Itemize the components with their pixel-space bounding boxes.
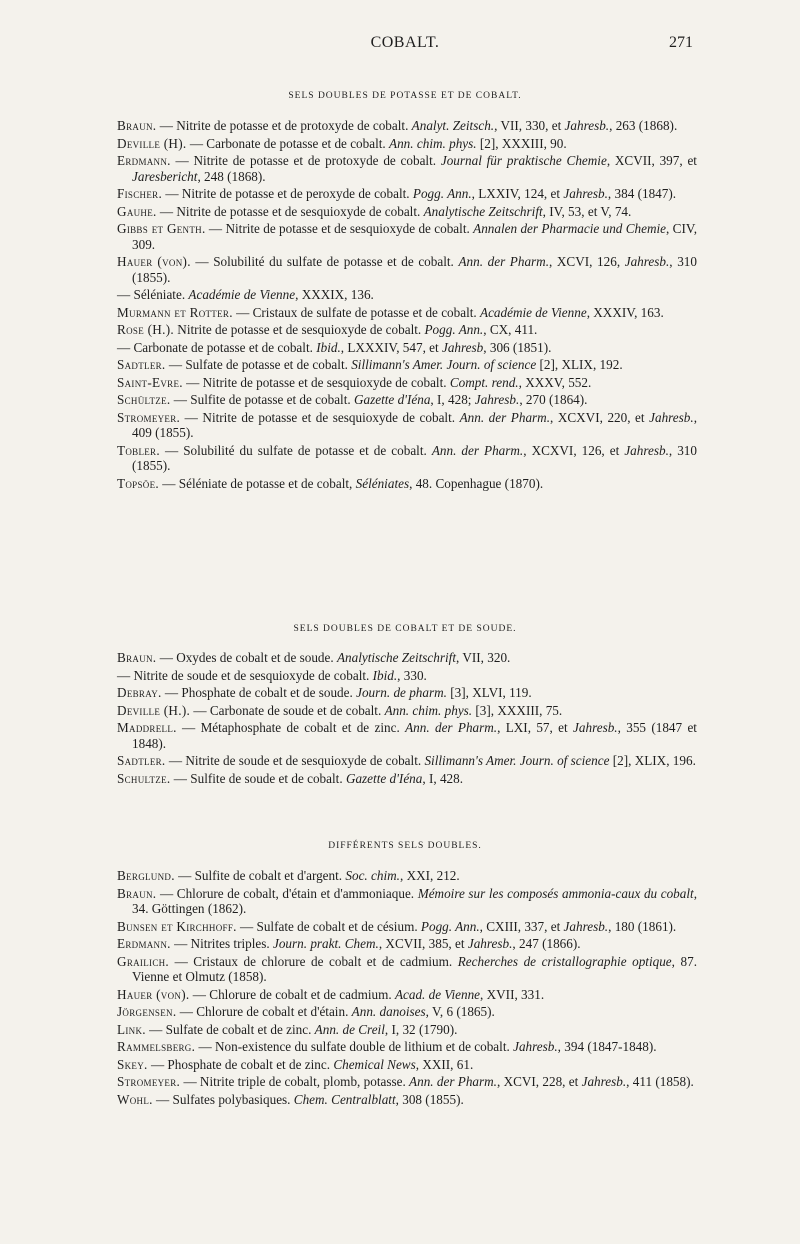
entry-reference: , CX, 411. <box>483 322 538 337</box>
entry-text: — Chlorure de cobalt et d'étain. <box>176 1004 352 1019</box>
entry-source: Sillimann's Amer. Journ. of science <box>351 357 537 372</box>
entry-source: Ann. der Pharm. <box>459 409 550 425</box>
entry-author: Wohl. <box>117 1091 153 1107</box>
entry-source: Ibid. <box>372 667 398 683</box>
entry-source: Mémoire sur les composés ammonia-caux du cobalt <box>417 885 694 901</box>
entry-reference: , XXXIX, 136. <box>295 287 374 302</box>
entry-reference: , I, 428. <box>422 770 464 786</box>
entry-reference: [2], XXXIII, 90. <box>476 135 567 151</box>
bibliography-entry <box>117 1004 697 1020</box>
entry-source: Ann. der Pharm. <box>409 1074 497 1089</box>
entry-source: Pogg. Ann. <box>424 322 484 337</box>
entry-source: Séléniates <box>355 475 410 491</box>
entry-source: Pogg. Ann. <box>412 186 472 201</box>
entry-source-secondary: Jahresb. <box>649 409 694 425</box>
entry-author: Maddrell. <box>117 720 177 735</box>
entry-author: Bunsen et Kirchhoff. <box>117 918 237 934</box>
entry-text: — Séléniate de potasse et de cobalt, <box>158 475 356 491</box>
bibliography-entry <box>117 322 697 338</box>
entry-reference: , XCVII, 385, et <box>378 936 468 951</box>
entry-source-secondary: Jahresb. <box>467 936 513 951</box>
bibliography-entry <box>117 954 697 985</box>
section-heading-potasse: SELS DOUBLES DE POTASSE ET DE COBALT. <box>288 91 522 101</box>
bibliography-entry <box>117 936 697 952</box>
entry-text: — Nitrite de potasse et de peroxyde de cobalt. <box>162 186 413 201</box>
entry-author: Murmann et Rotter. <box>117 304 233 320</box>
entry-author: Link. <box>117 1021 146 1037</box>
entry-reference: [2], XLIX, 192. <box>536 357 623 372</box>
entry-reference: , IV, 53, et V, 74. <box>542 203 632 219</box>
section-differents-entries <box>117 868 697 1109</box>
entry-source: Journ. de pharm. <box>356 685 447 700</box>
entry-source: Chemical News <box>333 1056 416 1072</box>
entry-source: Sillimann's Amer. Journ. of science <box>424 753 610 768</box>
entry-reference: , CIV, 309. <box>132 221 697 252</box>
entry-reference: , I, 428; <box>430 392 475 407</box>
entry-reference: , 330. <box>397 667 427 683</box>
entry-reference: , VII, 330, et <box>494 118 565 133</box>
entry-text: — Nitrites triples. <box>170 936 273 951</box>
entry-source: Gazette d'Iéna <box>345 770 423 786</box>
entry-source: Ann. der Pharm. <box>405 720 498 735</box>
entry-source: Journal für praktische Chemie <box>440 153 607 168</box>
entry-author: Schültze. <box>117 392 171 407</box>
entry-author: Hauer (von). <box>117 254 191 269</box>
entry-source: Compt. rend. <box>449 374 519 390</box>
entry-text: — Nitrite de soude et de sesquioxyde de cobalt. <box>117 667 373 683</box>
entry-reference: , 48. Copenhague (1870). <box>409 475 544 491</box>
entry-source: Pogg. Ann. <box>420 918 480 934</box>
entry-reference: , VII, 320. <box>456 650 511 665</box>
running-header <box>117 34 693 54</box>
entry-author: Rose (H.). <box>117 322 174 337</box>
entry-source-secondary: Jahresb. <box>624 442 669 458</box>
bibliography-entry <box>117 375 697 391</box>
bibliography-entry <box>117 476 697 492</box>
bibliography-entry <box>117 987 697 1003</box>
entry-text: Nitrite de potasse et de sesquioxyde de cobalt. <box>174 322 425 337</box>
entry-reference: , LXI, 57, et <box>497 720 574 735</box>
bibliography-entry <box>117 720 697 751</box>
entry-author: Jörgensen. <box>117 1004 177 1019</box>
entry-text: — Carbonate de soude et de cobalt. <box>190 702 385 718</box>
section-heading-differents: DIFFÉRENTS SELS DOUBLES. <box>328 841 482 851</box>
entry-reference-secondary: , 306 (1851). <box>483 339 552 355</box>
entry-author: Skey. <box>117 1056 148 1072</box>
entry-reference-secondary: , 248 (1868). <box>197 168 266 184</box>
entry-author: Hauer (von). <box>117 986 190 1002</box>
bibliography-entry <box>117 1057 697 1073</box>
entry-reference: , 34. Göttingen (1862). <box>132 885 697 916</box>
bibliography-entry <box>117 703 697 719</box>
bibliography-entry <box>117 650 697 666</box>
entry-reference: [3], XXXIII, 75. <box>472 702 563 718</box>
entry-author: Braun. <box>117 885 157 901</box>
bibliography-entry <box>117 136 697 152</box>
entry-reference: , XXI, 212. <box>399 868 460 883</box>
bibliography-entry <box>117 886 697 917</box>
section-heading-soude: SELS DOUBLES DE COBALT ET DE SOUDE. <box>293 624 517 634</box>
entry-author: Topsöe. <box>117 475 159 491</box>
entry-author: Saint-Evre. <box>117 374 183 390</box>
entry-text: — Cristaux de chlorure de cobalt et de cadmium. <box>169 953 458 969</box>
entry-reference: , XXXV, 552. <box>518 374 592 390</box>
entry-source-secondary: Jahresb. <box>573 720 618 735</box>
entry-text: — Nitrite de potasse et de sesquioxyde de cobalt. <box>156 203 424 219</box>
entry-text: — Solubilité du sulfate de potasse et de cobalt. <box>159 442 432 458</box>
bibliography-entry <box>117 868 697 884</box>
entry-text: — Sulfate de cobalt et de zinc. <box>145 1021 315 1037</box>
bibliography-entry <box>117 254 697 285</box>
entry-reference-secondary: , 247 (1866). <box>512 936 581 951</box>
entry-author: Rammelsberg. <box>117 1039 196 1054</box>
entry-text: — Non-existence du sulfate double de lithium et de cobalt. <box>195 1039 514 1054</box>
bibliography-entry <box>117 685 697 701</box>
entry-source: Ann. chim. phys. <box>384 702 473 718</box>
entry-author: Tobler. <box>117 442 160 458</box>
bibliography-entry <box>117 340 697 356</box>
bibliography-entry <box>117 1092 697 1108</box>
entry-reference-secondary: , 180 (1861). <box>608 918 677 934</box>
entry-text: — Phosphate de cobalt et de zinc. <box>147 1056 334 1072</box>
entry-source-secondary: Jahresb. <box>563 918 609 934</box>
entry-source: Ann. chim. phys. <box>389 135 477 151</box>
entry-text: — Nitrite de potasse et de sesquioxyde de cobalt. <box>205 221 474 236</box>
entry-author: Debray. <box>117 685 162 700</box>
entry-text: — Sulfate de cobalt et de césium. <box>236 918 421 934</box>
entry-text: — Cristaux de sulfate de potasse et de cobalt. <box>232 304 481 320</box>
entry-author: Gauhe. <box>117 203 157 219</box>
entry-reference: , XXII, 61. <box>415 1056 474 1072</box>
entry-author: Gibbs et Genth. <box>117 221 206 236</box>
entry-text: — Chlorure de cobalt et de cadmium. <box>189 986 395 1002</box>
entry-reference: , XCXVI, 126, et <box>523 442 625 458</box>
entry-reference: , 87. Vienne et Olmutz (1858). <box>132 953 697 984</box>
entry-text: — Sulfite de potasse et de cobalt. <box>170 392 354 407</box>
entry-source: Académie de Vienne <box>480 304 587 320</box>
entry-author: Braun. <box>117 118 157 133</box>
entry-source-secondary: Jahresb. <box>563 186 608 201</box>
entry-text: — Nitrite de potasse et de protoxyde de cobalt. <box>170 153 441 168</box>
bibliography-entry <box>117 753 697 769</box>
entry-source-secondary: Jahresb <box>441 339 484 355</box>
entry-author: Sadtler. <box>117 357 166 372</box>
entry-text: — Nitrite de potasse et de sesquioxyde de cobalt. <box>180 409 460 425</box>
entry-reference-secondary: , 409 (1855). <box>132 409 697 440</box>
entry-reference: , 308 (1855). <box>395 1091 464 1107</box>
entry-text: — Nitrite de soude et de sesquioxyde de cobalt. <box>165 753 425 768</box>
entry-reference: , CXIII, 337, et <box>479 918 564 934</box>
entry-author: Berglund. <box>117 868 175 883</box>
bibliography-entry <box>117 118 697 134</box>
entry-text: — Phosphate de cobalt et de soude. <box>161 685 357 700</box>
bibliography-entry <box>117 186 697 202</box>
bibliography-entry <box>117 153 697 184</box>
page-title: COBALT. <box>370 34 440 51</box>
entry-text: — Métaphosphate de cobalt et de zinc. <box>176 720 406 735</box>
entry-reference-secondary: , 270 (1864). <box>519 392 588 407</box>
entry-author: Stromeyer. <box>117 409 181 425</box>
entry-source: Ann. danoises <box>351 1004 426 1019</box>
entry-text: — Solubilité du sulfate de potasse et de cobalt. <box>190 254 459 269</box>
entry-reference-secondary: , 310 (1855). <box>132 442 697 473</box>
section-soude-entries <box>117 650 697 788</box>
entry-source: Analytische Zeitschrift <box>336 650 457 665</box>
entry-author: Erdmann. <box>117 936 171 951</box>
bibliography-entry <box>117 305 697 321</box>
entry-text: — Carbonate de potasse et de cobalt. <box>186 135 390 151</box>
entry-reference: [2], XLIX, 196. <box>609 753 696 768</box>
entry-source: Ann. de Creil <box>314 1021 385 1037</box>
bibliography-entry <box>117 287 697 303</box>
bibliography-entry <box>117 668 697 684</box>
entry-source: Analyt. Zeitsch. <box>411 118 495 133</box>
entry-source: Ann. der Pharm. <box>458 254 549 269</box>
entry-text: — Sulfite de soude et de cobalt. <box>170 770 346 786</box>
entry-source: Ann. der Pharm. <box>431 442 524 458</box>
entry-author: Erdmann. <box>117 153 171 168</box>
bibliography-entry <box>117 410 697 441</box>
entry-source-secondary: Jahresb. <box>564 118 610 133</box>
entry-reference-secondary: , 411 (1858). <box>626 1074 694 1089</box>
entry-source: Jahresb. <box>513 1039 558 1054</box>
entry-author: Sadtler. <box>117 753 166 768</box>
entry-reference: , LXXXIV, 547, et <box>340 339 442 355</box>
entry-reference: [3], XLVI, 119. <box>446 685 532 700</box>
entry-source-secondary: Jaresbericht <box>132 168 198 184</box>
entry-source: Ibid. <box>316 339 341 355</box>
page-number: 271 <box>669 34 693 51</box>
entry-reference: , I, 32 (1790). <box>384 1021 458 1037</box>
entry-reference: , XCVII, 397, et <box>606 153 697 168</box>
entry-source: Gazette d'Iéna <box>353 392 431 407</box>
entry-text: — Oxydes de cobalt et de soude. <box>156 650 337 665</box>
bibliography-entry <box>117 1074 697 1090</box>
entry-reference: , LXXIV, 124, et <box>471 186 564 201</box>
entry-source: Journ. prakt. Chem. <box>272 936 379 951</box>
entry-reference: , 394 (1847-1848). <box>557 1039 657 1054</box>
entry-source: Chem. Centralblatt <box>293 1091 396 1107</box>
entry-author: Deville (H.). <box>117 702 191 718</box>
entry-text: — Chlorure de cobalt, d'étain et d'ammoniaque. <box>156 885 418 901</box>
entry-reference-secondary: , 310 (1855). <box>132 254 697 285</box>
entry-source: Académie de Vienne <box>188 287 296 302</box>
entry-author: Stromeyer. <box>117 1074 181 1089</box>
entry-reference: , XCXVI, 220, et <box>550 409 650 425</box>
entry-source-secondary: Jahresb. <box>474 392 520 407</box>
bibliography-entry <box>117 443 697 474</box>
bibliography-entry <box>117 1022 697 1038</box>
entry-reference: , XVII, 331. <box>480 986 545 1002</box>
entry-text: — Sulfate de potasse et de cobalt. <box>165 357 352 372</box>
entry-author: Schultze. <box>117 770 171 786</box>
bibliography-entry <box>117 1039 697 1055</box>
bibliography-entry <box>117 204 697 220</box>
entry-text: — Sulfates polybasiques. <box>152 1091 294 1107</box>
bibliography-entry <box>117 357 697 373</box>
entry-source: Annalen der Pharmacie und Chemie <box>473 221 667 236</box>
entry-source: Analytische Zeitschrift <box>423 203 543 219</box>
entry-author: Deville (H). <box>117 135 187 151</box>
entry-text: — Nitrite triple de cobalt, plomb, potasse. <box>180 1074 410 1089</box>
entry-source-secondary: Jahresb. <box>581 1074 627 1089</box>
entry-source: Recherches de cristallographie optique <box>457 953 672 969</box>
entry-reference: , V, 6 (1865). <box>425 1004 495 1019</box>
bibliography-entry <box>117 392 697 408</box>
entry-text: — Séléniate. <box>117 287 189 302</box>
entry-reference: , XCVI, 228, et <box>496 1074 582 1089</box>
entry-text: — Nitrite de potasse et de protoxyde de cobalt. <box>156 118 412 133</box>
entry-text: — Nitrite de potasse et de sesquioxyde de cobalt. <box>182 374 450 390</box>
entry-reference: , XXXIV, 163. <box>586 304 664 320</box>
entry-reference-secondary: , 384 (1847). <box>607 186 677 201</box>
entry-source: Acad. de Vienne <box>394 986 481 1002</box>
entry-source-secondary: Jahresb. <box>624 254 670 269</box>
bibliography-entry <box>117 221 697 252</box>
entry-source: Soc. chim. <box>345 868 400 883</box>
entry-text: — Sulfite de cobalt et d'argent. <box>174 868 346 883</box>
bibliography-entry <box>117 771 697 787</box>
entry-reference-secondary: , 355 (1847 et 1848). <box>132 720 697 751</box>
entry-author: Braun. <box>117 650 157 665</box>
entry-reference: , XCVI, 126, <box>549 254 625 269</box>
bibliography-entry <box>117 919 697 935</box>
entry-author: Grailich. <box>117 953 170 969</box>
section-potasse-entries <box>117 118 697 493</box>
entry-author: Fischer. <box>117 186 163 201</box>
entry-text: — Carbonate de potasse et de cobalt. <box>117 339 317 355</box>
entry-reference-secondary: , 263 (1868). <box>609 118 678 133</box>
